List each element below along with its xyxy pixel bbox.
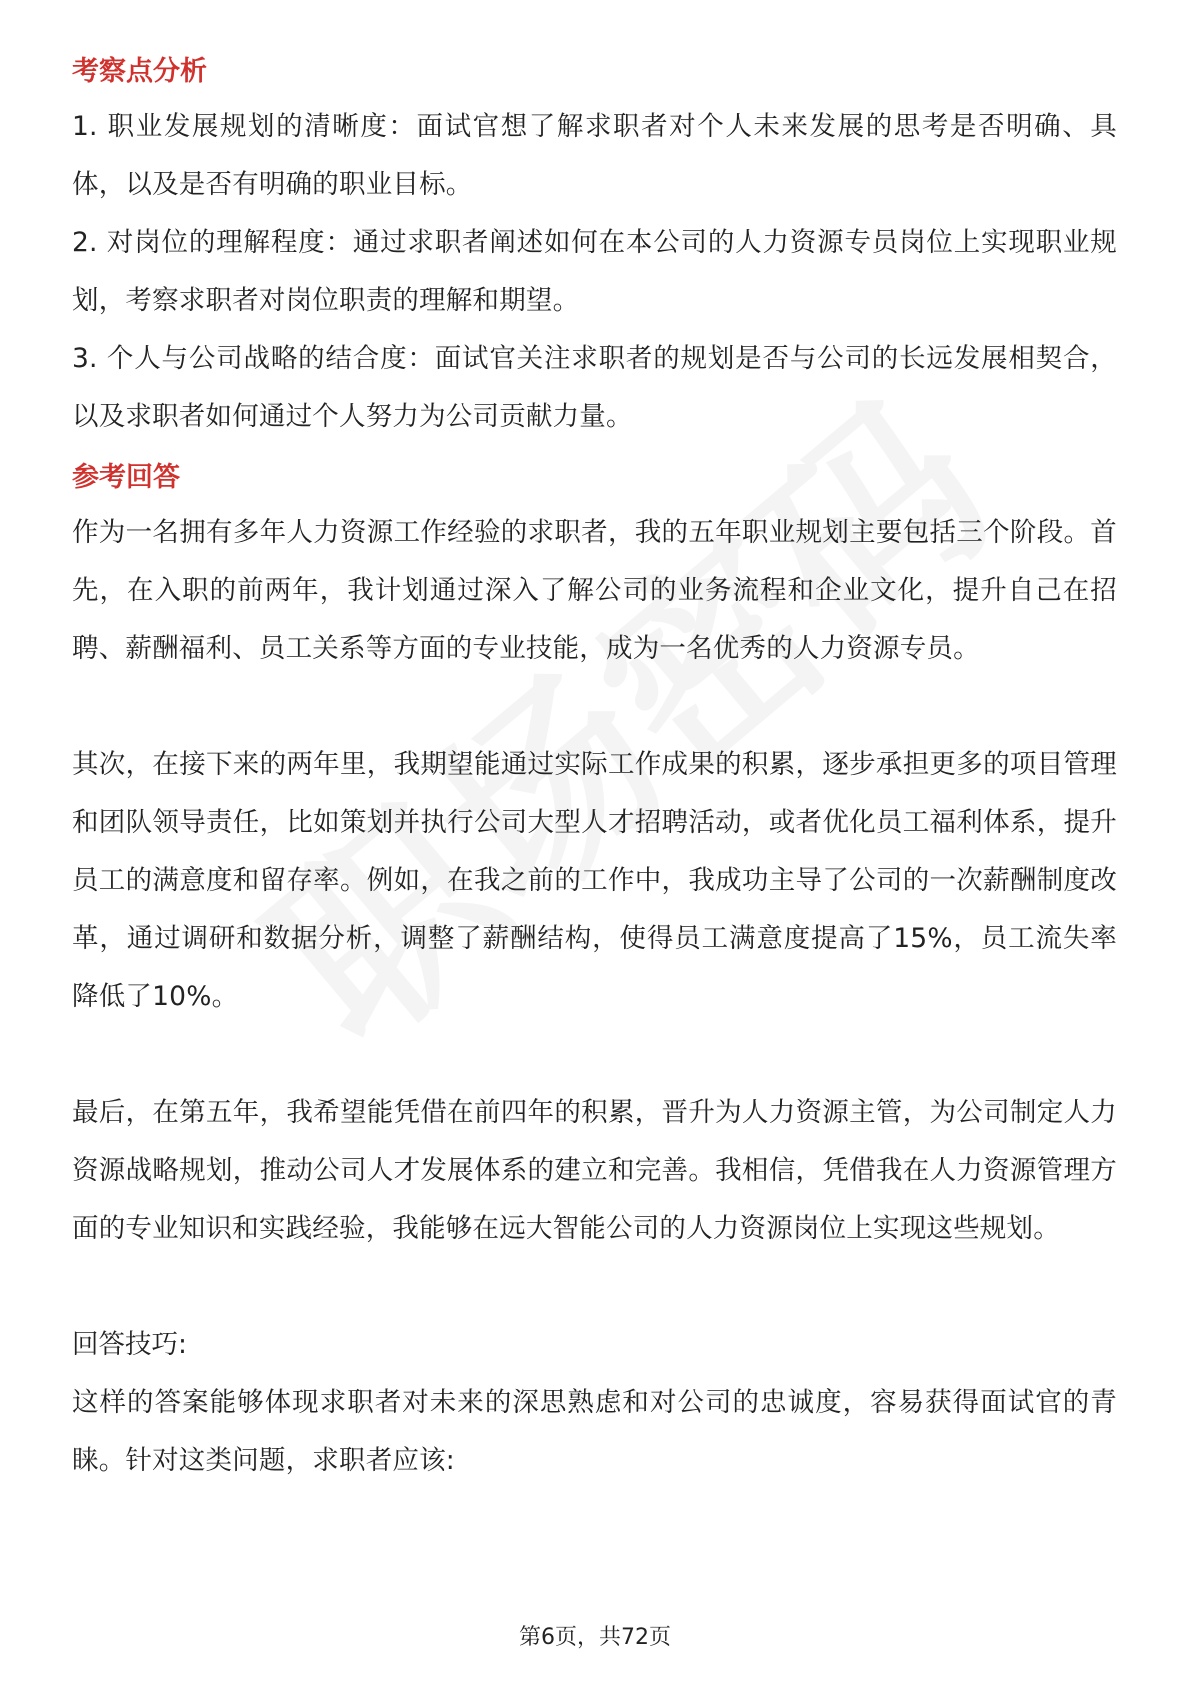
analysis-point-1: 1. 职业发展规划的清晰度：面试官想了解求职者对个人未来发展的思考是否明确、具体，以及是否有明确的职业目标。 — [72, 111, 1117, 200]
page-number: 第6页，共72页 — [519, 1625, 671, 1650]
reference-paragraph-2: 其次，在接下来的两年里，我期望能通过实际工作成果的积累，逐步承担更多的项目管理和团队领导责任，比如策划并执行公司大型人才招聘活动，或者优化员工福利体系，提升员工的满意度和留存率。例如，在我之前的工作中，我成功主导了公司的一次薪酬制度改革，通过调研和数据分析，调整了薪酬结构，使得员工满意度提高了15%，员工流失率降低了10%。 — [72, 749, 1117, 1012]
analysis-heading: 考察点分析 — [72, 56, 207, 87]
paragraph-spacer — [72, 678, 1117, 736]
tips-text: 这样的答案能够体现求职者对未来的深思熟虑和对公司的忠诚度，容易获得面试官的青睐。针对这类问题，求职者应该: — [72, 1387, 1117, 1476]
reference-paragraph-1: 作为一名拥有多年人力资源工作经验的求职者，我的五年职业规划主要包括三个阶段。首先，在入职的前两年，我计划通过深入了解公司的业务流程和企业文化，提升自己在招聘、薪酬福利、员工关系等方面的专业技能，成为一名优秀的人力资源专员。 — [72, 517, 1117, 664]
reference-heading: 参考回答 — [72, 462, 180, 493]
paragraph-spacer — [72, 1026, 1117, 1084]
analysis-point-2: 2. 对岗位的理解程度：通过求职者阐述如何在本公司的人力资源专员岗位上实现职业规划，考察求职者对岗位职责的理解和期望。 — [72, 227, 1117, 316]
tips-heading: 回答技巧: — [72, 1329, 187, 1360]
page-content — [72, 46, 1117, 1490]
analysis-point-3: 3. 个人与公司战略的结合度：面试官关注求职者的规划是否与公司的长远发展相契合，以及求职者如何通过个人努力为公司贡献力量。 — [72, 343, 1117, 432]
paragraph-spacer — [72, 1258, 1117, 1316]
reference-paragraph-3: 最后，在第五年，我希望能凭借在前四年的积累，晋升为人力资源主管，为公司制定人力资源战略规划，推动公司人才发展体系的建立和完善。我相信，凭借我在人力资源管理方面的专业知识和实践经验，我能够在远大智能公司的人力资源岗位上实现这些规划。 — [72, 1097, 1117, 1244]
